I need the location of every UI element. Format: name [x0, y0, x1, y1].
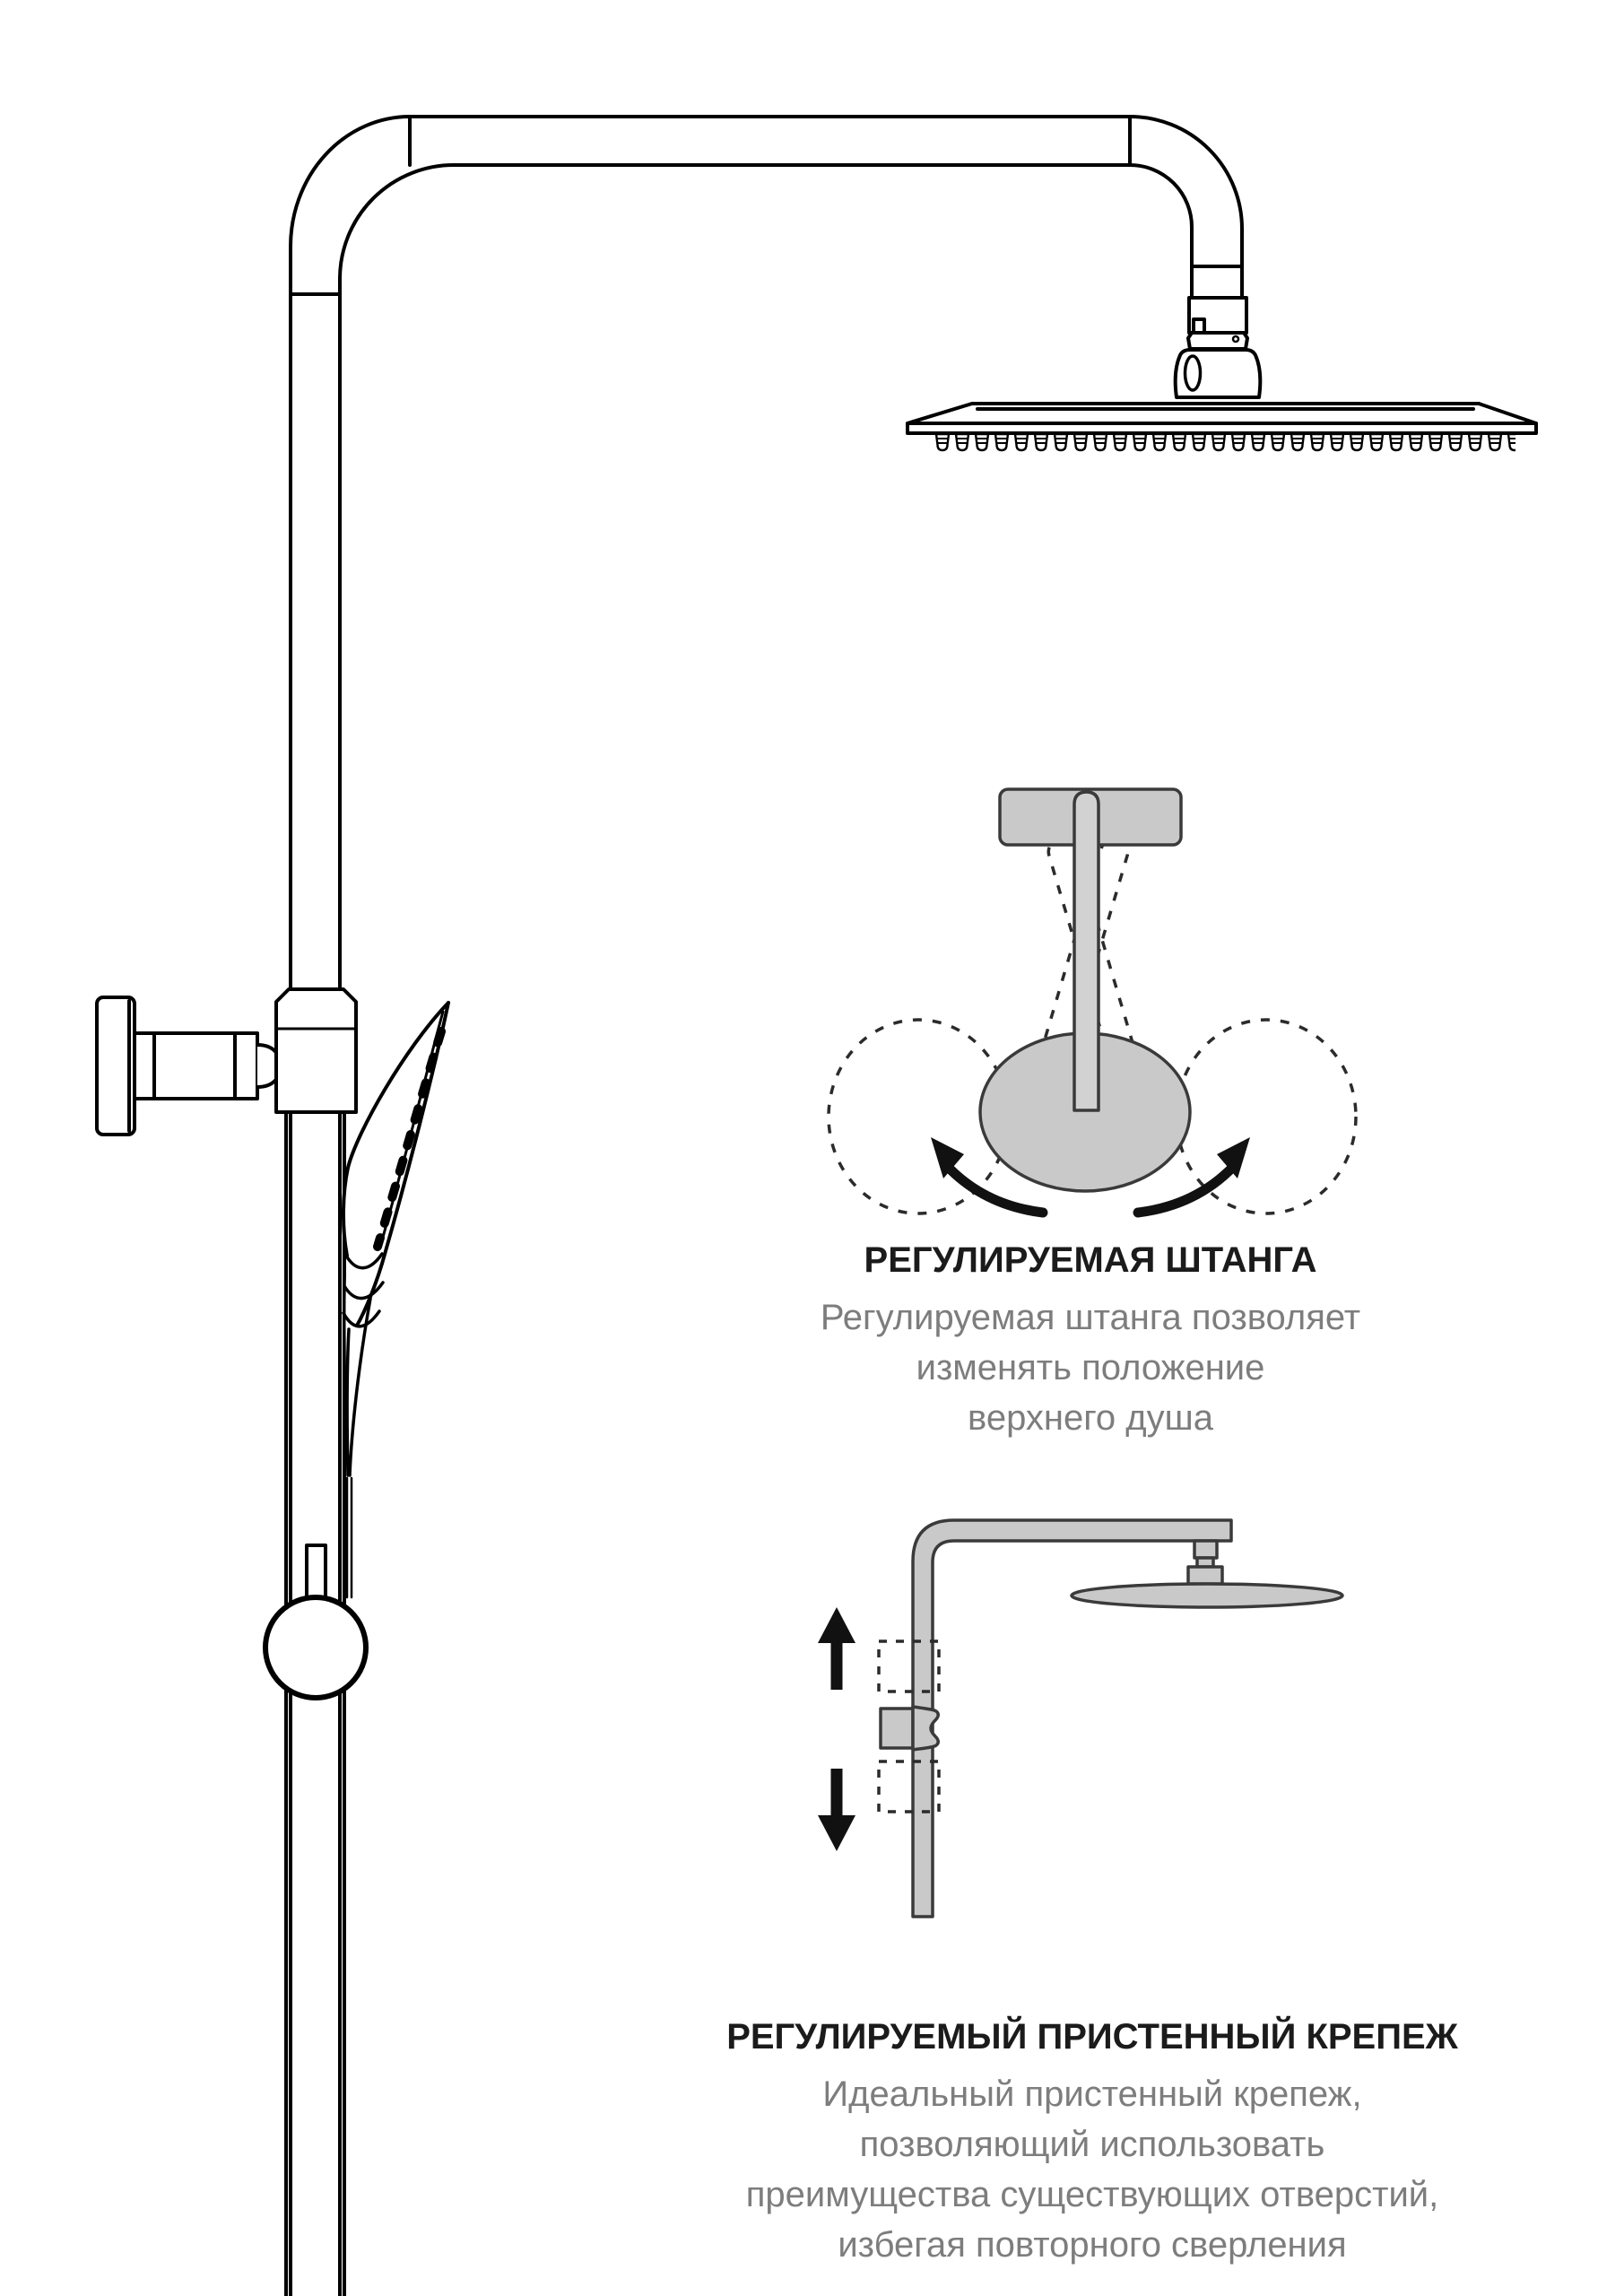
- adjustable-rod-diagram: [829, 789, 1356, 1213]
- description-line: позволяющий использовать: [859, 2125, 1325, 2164]
- description-line: верхнего душа: [968, 1398, 1213, 1438]
- up-arrow-head: [818, 1607, 855, 1643]
- section-adjustable-rod-text: [687, 1239, 1494, 1443]
- slide-arrows: [818, 1607, 855, 1851]
- description-line: Регулируемая штанга позволяет: [820, 1298, 1361, 1337]
- section-title-adjustable-rod: РЕГУЛИРУЕМАЯ ШТАНГА: [864, 1240, 1317, 1280]
- section-title-wall-mount: РЕГУЛИРУЕМЫЙ ПРИСТЕННЫЙ КРЕПЕЖ: [726, 2017, 1458, 2057]
- wall-bracket: [97, 997, 281, 1135]
- description-line: избегая повторного сверления: [838, 2225, 1347, 2265]
- section-description-adjustable-rod: [687, 1292, 1494, 1443]
- section-adjustable-wall-mount-text: [644, 2015, 1541, 2270]
- adjustable-wall-mount-diagram: [818, 1520, 1342, 1917]
- rain-head-swivel-joint: [1176, 298, 1261, 397]
- hand-shower: [343, 1003, 448, 1597]
- hand-shower-hose: [347, 1478, 352, 1597]
- mini-head-stem: [1194, 1541, 1217, 1558]
- up-arrow-shaft: [831, 1643, 843, 1690]
- mini-column-pipe: [913, 1520, 1231, 1917]
- mini-head-joint: [1188, 1567, 1222, 1584]
- wall-mount-block: [881, 1709, 913, 1748]
- dashed-circle-right: [1177, 1020, 1356, 1213]
- down-arrow-head: [818, 1815, 855, 1851]
- rain-shower-head: [908, 404, 1536, 456]
- description-line: Идеальный пристенный крепеж,: [822, 2074, 1362, 2114]
- shower-column-line-art: [97, 117, 1536, 2296]
- mini-rain-head: [1072, 1584, 1342, 1607]
- wall-mount-clamp: [913, 1707, 938, 1750]
- description-line: преимущества существующих отверстий,: [745, 2175, 1439, 2214]
- rain-head-nozzles: [933, 433, 1515, 456]
- pole-slider-block: [276, 989, 356, 1112]
- down-arrow-shaft: [831, 1769, 843, 1815]
- rod-diagram-rod: [1074, 792, 1099, 1110]
- section-description-wall-mount: [644, 2069, 1541, 2270]
- description-line: изменять положение: [916, 1348, 1265, 1387]
